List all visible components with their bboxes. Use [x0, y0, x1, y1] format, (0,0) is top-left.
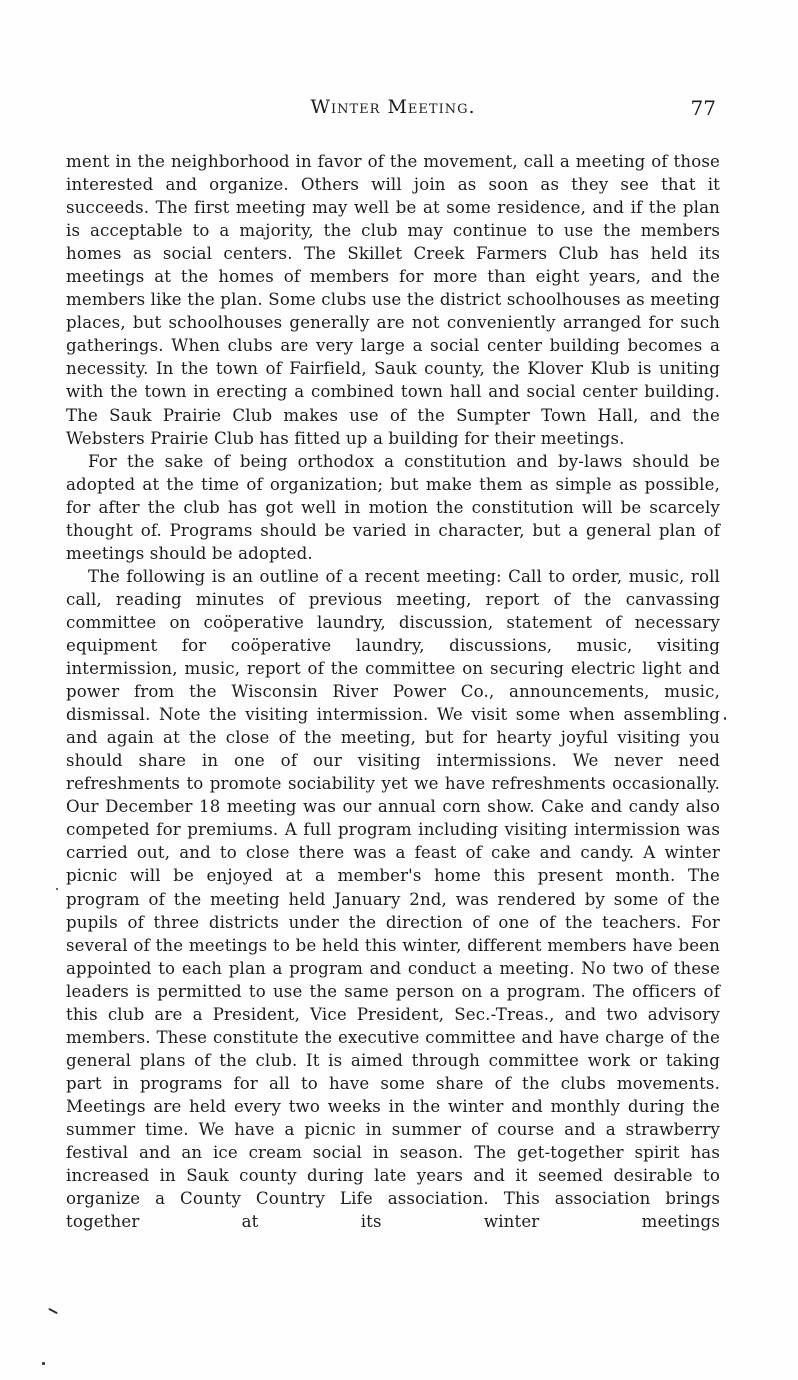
scan-speck	[724, 717, 726, 720]
scan-speck	[42, 1362, 45, 1365]
body-text	[66, 150, 720, 1233]
running-title: Winter Meeting.	[310, 96, 476, 118]
page-number: 77	[690, 96, 716, 120]
paragraph-1: ment in the neighborhood in favor of the movement, call a meeting of those interested and organize. Others will join as soon as they see that it succeeds. The first meeting may well be at some residence, and if the plan is acceptable to a majority, the club may continue to use the members homes as social centers. The Skillet Creek Farmers Club has held its meetings at the homes of members for more than eight years, and the members like the plan. Some clubs use the district schoolhouses as meeting places, but schoolhouses generally are not conveniently arranged for such gatherings. When clubs are very large a social center building becomes a necessity. In the town of Fairfield, Sauk county, the Klover Klub is uniting with the town in erecting a combined town hall and social center building. The Sauk Prairie Club makes use of the Sumpter Town Hall, and the Websters Prairie Club has fitted up a building for their meetings.	[66, 152, 720, 448]
running-header	[66, 96, 720, 126]
paragraph-2: For the sake of being orthodox a constitution and by-laws should be adopted at the time of organization; but make them as simple as possible, for after the club has got well in motion the constitution will be scarcely thought of. Programs should be varied in character, but a general plan of meetings should be adopted.	[66, 451, 720, 563]
paragraph-3: The following is an outline of a recent meeting: Call to order, music, roll call, reading minutes of previous meeting, report of the canvassing committee on coöperative laundry, discussion, statement of necessary equipment for coöperative laundry, discussions, music, visiting intermission, music, report of the committee on securing electric light and power from the Wisconsin River Power Co., announcements, music, dismissal. Note the visiting intermission. We visit some when assembling and again at the close of the meeting, but for hearty joyful visiting you should share in one of our visiting intermissions. We never need refreshments to promote sociability yet we have refreshments occasionally. Our December 18 meeting was our annual corn show. Cake and candy also competed for premiums. A full program including visiting intermission was carried out, and to close there was a feast of cake and candy. A winter picnic will be enjoyed at a member's home this present month. The program of the meeting held January 2nd, was rendered by some of the pupils of three districts under the direction of one of the teachers. For several of the meetings to be held this winter, different members have been appointed to each plan a program and conduct a meeting. No two of these leaders is permitted to use the same person on a program. The officers of this club are a President, Vice President, Sec.-Treas., and two advisory members. These constitute the executive committee and have charge of the general plans of the club. It is aimed through committee work or taking part in programs for all to have some share of the clubs movements. Meetings are held every two weeks in the winter and monthly during the summer time. We have a picnic in summer of course and a strawberry festival and an ice cream social in season. The get-together spirit has increased in Sauk county during late years and it seemed desirable to organize a County Country Life association. This association brings together at its winter meetings	[66, 566, 720, 1232]
scan-speck	[56, 888, 58, 890]
scan-speck	[48, 1308, 58, 1314]
